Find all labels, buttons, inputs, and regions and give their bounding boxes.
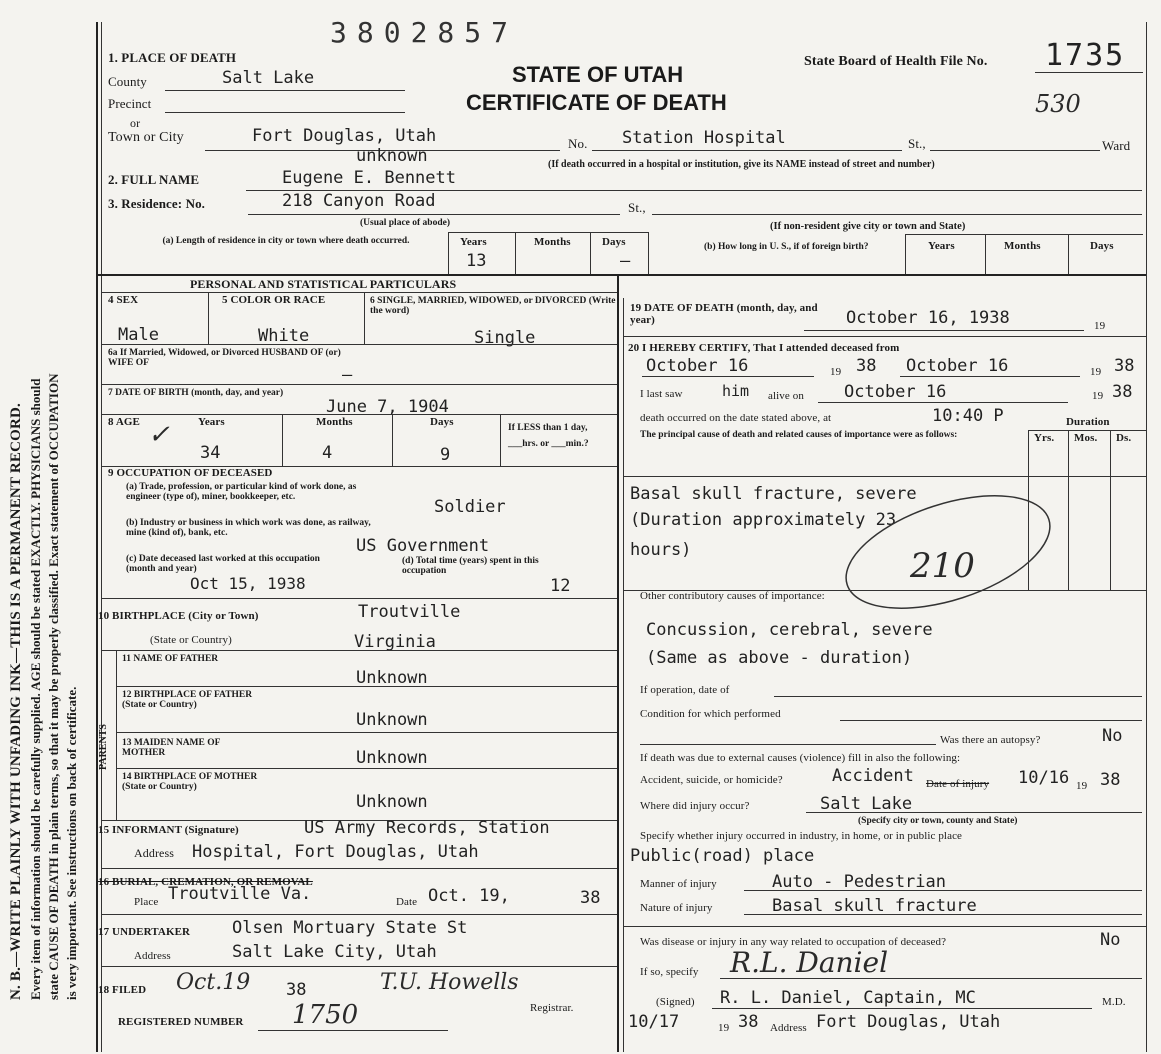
residence-value: 218 Canyon Road (282, 191, 436, 211)
specify-label: Specify whether injury occurred in industry, in home, or in public place (640, 830, 963, 842)
informant-address-label: Address (134, 846, 175, 860)
occupation-c-value: Oct 15, 1938 (190, 574, 306, 593)
cause-line-3: hours) (630, 540, 692, 560)
filed-label: 18 FILED (98, 984, 147, 996)
burial-year: 38 (580, 888, 601, 908)
occupation-a-label: (a) Trade, profession, or particular kind of work done, as engineer (type of), miner, bookkeeper, etc. (126, 482, 357, 502)
ward-label: Ward (1102, 138, 1131, 153)
residence-st-label: St., (628, 200, 646, 215)
file-number: 1735 (1045, 38, 1126, 73)
informant-line1: US Army Records, Station (304, 818, 550, 838)
other-cause-1: Concussion, cerebral, severe (646, 620, 933, 640)
last-saw-value: October 16 (844, 382, 947, 402)
days-header: Days (602, 236, 626, 248)
marital-label: 6 SINGLE, MARRIED, WIDOWED, or DIVORCED (Write the word) (370, 296, 616, 316)
mos-header: Mos. (1074, 432, 1098, 444)
manner-label: Manner of injury (640, 878, 717, 890)
attended-from: October 16 (646, 356, 749, 376)
autopsy-label: Was there an autopsy? (940, 734, 1041, 746)
sign-nineteen: 19 (718, 1022, 730, 1034)
occupation-d-label: (d) Total time (years) spent in this occupation (402, 556, 539, 576)
mother-birthplace: Unknown (356, 792, 428, 812)
sign-year: 38 (738, 1012, 759, 1032)
father-name: Unknown (356, 668, 428, 688)
injury-place: Public(road) place (630, 846, 815, 866)
father-birthplace-label: 12 BIRTHPLACE OF FATHER (State or Country) (122, 690, 253, 710)
condition-label: Condition for which performed (640, 708, 781, 720)
accident-value: Accident (832, 766, 914, 786)
undertaker-label: 17 UNDERTAKER (98, 926, 191, 938)
st-label: St., (908, 136, 926, 151)
yrs-header: Yrs. (1034, 432, 1055, 444)
no-label: No. (568, 136, 588, 151)
registrar-signature: T.U. Howells (380, 970, 519, 995)
mother-name: Unknown (356, 748, 428, 768)
occupation-d-value: 12 (550, 576, 571, 596)
place-section-label: 1. PLACE OF DEATH (108, 50, 237, 65)
side-instruction-2: Every item of information should be carefully supplied. AGE should be stated EXACTLY. PHYSICIANS should (28, 378, 43, 1000)
other-causes-label: Other contributory causes of importance: (640, 590, 825, 602)
county-label: County (108, 74, 147, 89)
dob-label: 7 DATE OF BIRTH (month, day, and year) (108, 388, 284, 398)
burial-date: Oct. 19, (428, 886, 510, 906)
age-months-header: Months (316, 416, 353, 428)
marital-value: Single (474, 328, 536, 348)
length-residence-label: (a) Length of residence in city or town where death occurred. (162, 236, 410, 246)
age-days-value: 9 (440, 445, 451, 465)
autopsy-value: No (1102, 726, 1123, 746)
cause-code: 210 (910, 546, 975, 586)
birthplace-label: 10 BIRTHPLACE (City or Town) (98, 610, 259, 622)
registered-number-label: REGISTERED NUMBER (118, 1016, 244, 1028)
occupation-disease-value: No (1100, 930, 1121, 950)
extra-number: 530 (1035, 90, 1081, 118)
attended-to-year: 38 (1114, 356, 1135, 376)
dod-label: 19 DATE OF DEATH (month, day, and year) (630, 302, 818, 326)
or-label: or (130, 116, 141, 130)
operation-label: If operation, date of (640, 684, 730, 696)
cause-line-2: (Duration approximately 23 (630, 510, 897, 530)
where-note: (Specify city or town, county and State) (858, 816, 1018, 826)
months-header: Months (534, 236, 571, 248)
age-days-header: Days (430, 416, 454, 428)
birthplace-state-label: (State or Country) (150, 634, 232, 646)
cause-code-circle (830, 490, 1060, 610)
undertaker-address: Salt Lake City, Utah (232, 942, 437, 962)
burial-place-label: Place (134, 896, 159, 908)
nature-label: Nature of injury (640, 902, 713, 914)
ds-header: Ds. (1116, 432, 1132, 444)
last-saw-year: 38 (1112, 382, 1133, 402)
dod-nineteen: 19 (1094, 320, 1106, 332)
dod-value: October 16, 1938 (846, 308, 1010, 328)
registrar-label: Registrar. (530, 1002, 574, 1014)
informant-label: 15 INFORMANT (Signature) (98, 824, 239, 836)
last-saw-nineteen: 19 (1092, 390, 1104, 402)
years-header: Years (460, 236, 487, 248)
county-value: Salt Lake (222, 68, 315, 88)
certificate-title: CERTIFICATE OF DEATH (466, 90, 727, 115)
spouse-label: 6a If Married, Widowed, or Divorced HUSBAND OF (or) WIFE OF (108, 348, 341, 368)
residence-days: – (620, 251, 631, 271)
serial-number: 3802857 (330, 16, 519, 49)
side-instruction-4: is very important. See instructions on back of certificate. (64, 686, 79, 1000)
signed-value: R. L. Daniel, Captain, MC (720, 988, 976, 1008)
occupation-label: 9 OCCUPATION OF DECEASED (108, 467, 273, 479)
abode-note: (Usual place of abode) (360, 218, 450, 228)
unknown-note: unknown (356, 146, 428, 166)
cause-line-1: Basal skull fracture, severe (630, 484, 917, 504)
personal-header: PERSONAL AND STATISTICAL PARTICULARS (190, 277, 457, 291)
injury-nineteen: 19 (1076, 780, 1088, 792)
less-than-label: If LESS than 1 day, ___hrs. or ___min.? (508, 423, 589, 449)
occupation-a-value: Soldier (434, 497, 506, 517)
precinct-label: Precinct (108, 96, 152, 111)
foreign-months-header: Months (1004, 240, 1041, 252)
principal-cause-label: The principal cause of death and related causes of importance were as follows: (640, 430, 958, 440)
age-years-header: Years (198, 416, 225, 428)
hospital-note: (If death occurred in a hospital or institution, give its NAME instead of street and number) (548, 159, 935, 170)
birthplace-state: Virginia (354, 632, 436, 652)
filed-date: Oct.19 (176, 970, 251, 995)
alive-on-label: alive on (768, 390, 804, 402)
accident-label: Accident, suicide, or homicide? (640, 774, 783, 786)
sign-date: 10/17 (628, 1012, 680, 1032)
nature-value: Basal skull fracture (772, 896, 977, 916)
age-months-value: 4 (322, 443, 333, 463)
him-value: him (722, 382, 750, 400)
if-so-label: If so, specify (640, 966, 699, 978)
burial-place: Troutville Va. (168, 884, 312, 904)
death-time: 10:40 P (932, 406, 1004, 426)
occupation-c-label: (c) Date deceased last worked at this occupation (month and year) (126, 554, 320, 574)
side-instruction-3: state CAUSE OF DEATH in plain terms, so that it may be properly classified. Exact statement of OCCUPATION (46, 373, 61, 1000)
sign-address-label: Address (770, 1022, 807, 1034)
sex-label: 4 SEX (108, 294, 139, 306)
burial-label: 16 BURIAL, CREMATION, OR REMOVAL (98, 876, 313, 888)
undertaker-value: Olsen Mortuary State St (232, 918, 468, 938)
full-name-value: Eugene E. Bennett (282, 168, 456, 188)
from-nineteen: 19 (830, 366, 842, 378)
town-label: Town or City (108, 130, 184, 145)
sex-value: Male (118, 325, 159, 345)
mother-birthplace-label: 14 BIRTHPLACE OF MOTHER (State or Country) (122, 772, 258, 792)
nonresident-note: (If non-resident give city or town and State) (770, 221, 966, 232)
mother-name-label: 13 MAIDEN NAME OF MOTHER (122, 738, 221, 758)
age-checkmark: ✓ (148, 420, 170, 450)
burial-date-label: Date (396, 896, 418, 908)
where-label: Where did injury occur? (640, 800, 750, 812)
manner-value: Auto - Pedestrian (772, 872, 946, 892)
parents-label: PARENTS (98, 724, 109, 770)
duration-header: Duration (1066, 416, 1110, 428)
certify-label: 20 I HEREBY CERTIFY, That I attended deceased from (628, 342, 900, 354)
sign-address: Fort Douglas, Utah (816, 1012, 1001, 1032)
age-years-value: 34 (200, 443, 221, 463)
injury-date-label: Date of injury (926, 778, 990, 790)
registered-number: 1750 (292, 1000, 359, 1030)
foreign-years-header: Years (928, 240, 955, 252)
to-nineteen: 19 (1090, 366, 1102, 378)
external-label: If death was due to external causes (violence) fill in also the following: (640, 752, 961, 764)
occupation-b-value: US Government (356, 536, 490, 556)
birthplace-city: Troutville (358, 602, 461, 622)
state-title: STATE OF UTAH (512, 62, 684, 87)
institution-value: Station Hospital (622, 128, 786, 148)
race-label: 5 COLOR OR RACE (222, 294, 326, 306)
attended-from-year: 38 (856, 356, 877, 376)
signed-label: (Signed) (656, 996, 695, 1008)
injury-year: 38 (1100, 770, 1121, 790)
foreign-label: (b) How long in U. S., if of foreign birth? (704, 242, 869, 252)
other-cause-2: (Same as above - duration) (646, 648, 913, 668)
spouse-value: – (342, 365, 353, 385)
filed-year: 38 (286, 980, 307, 1000)
death-occurred-label: death occurred on the date stated above, at (640, 412, 832, 424)
last-saw-label: I last saw (640, 388, 683, 400)
residence-years: 13 (466, 251, 487, 271)
occupation-b-label: (b) Industry or business in which work was done, as railway, mine (kind of), bank, etc. (126, 518, 371, 538)
informant-line2: Hospital, Fort Douglas, Utah (192, 842, 479, 862)
attended-to: October 16 (906, 356, 1009, 376)
file-number-label: State Board of Health File No. (804, 54, 988, 69)
father-birthplace: Unknown (356, 710, 428, 730)
full-name-label: 2. FULL NAME (108, 172, 200, 187)
father-name-label: 11 NAME OF FATHER (122, 654, 219, 664)
age-label: 8 AGE (108, 416, 140, 428)
occupation-disease-label: Was disease or injury in any way related to occupation of deceased? (640, 936, 947, 948)
race-value: White (258, 326, 310, 346)
injury-date: 10/16 (1018, 768, 1070, 788)
residence-label: 3. Residence: No. (108, 196, 206, 211)
foreign-days-header: Days (1090, 240, 1114, 252)
md-label: M.D. (1102, 996, 1126, 1008)
undertaker-address-label: Address (134, 950, 171, 962)
town-value: Fort Douglas, Utah (252, 126, 437, 146)
side-instruction-1: N. B.—WRITE PLAINLY WITH UNFADING INK—THIS IS A PERMANENT RECORD. (8, 403, 24, 1000)
physician-signature: R.L. Daniel (730, 946, 889, 979)
where-value: Salt Lake (820, 794, 913, 814)
dob-value: June 7, 1904 (326, 397, 449, 417)
